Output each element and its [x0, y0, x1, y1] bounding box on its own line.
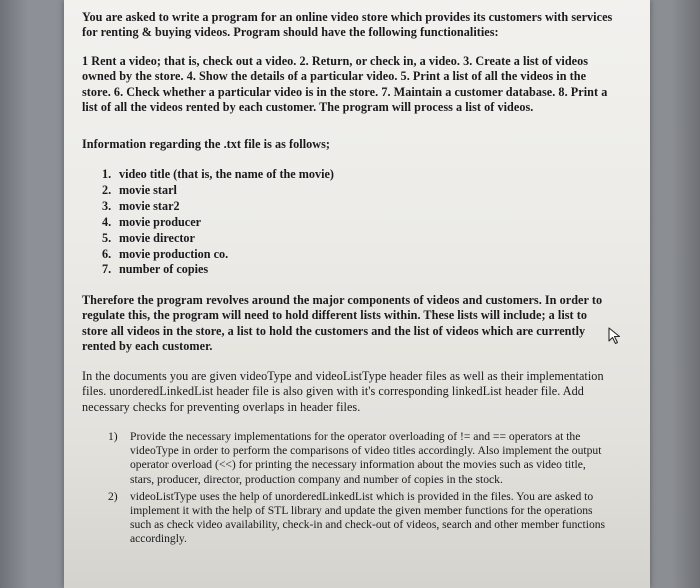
- task-list: [108, 430, 608, 550]
- list-item: 4. movie producer: [102, 214, 202, 229]
- therefore-paragraph: Therefore the program revolves around the major components of videos and customers. In order to regulate this, the program will need to hold different lists within. These lists will include; a list to store all videos in the store, a list to hold the customers and the list of videos which are currently rented by each customer.: [82, 293, 603, 354]
- list-item: 1. video title (that is, the name of the movie): [102, 167, 334, 181]
- list-item: 6. movie production co.: [102, 246, 229, 261]
- file-fields-list: [102, 167, 402, 278]
- intro-paragraph: You are asked to write a program for an online video store which provides its customers with services for renting & buying videos. Program should have the following functionalities:: [82, 10, 613, 40]
- list-item: 5. movie director: [102, 230, 195, 245]
- task-item: 2) videoListType uses the help of unorderedLinkedList which is provided in the files. You are asked to implement it with the help of STL library and update the given member functions for the operations such as check video availability, check-in and check-out of videos, search and other member functions accordingly.: [108, 489, 606, 546]
- list-item: 7. number of copies: [102, 262, 209, 277]
- document-page: [64, 0, 650, 588]
- mouse-pointer-icon: [608, 327, 624, 345]
- info-heading: Information regarding the .txt file is as follows;: [82, 137, 331, 151]
- list-item: 3. movie star2: [102, 198, 180, 213]
- list-item: 2. movie starl: [102, 182, 177, 197]
- functionalities-paragraph: 1 Rent a video; that is, check out a video. 2. Return, or check in, a video. 3. Create a list of videos owned by the store. 4. Show the details of a particular video. 5. Print a list of all the videos in the store. 6. Check whether a particular video is in the store. 7. Maintain a customer database. 8. Print a list of all the videos rented by each customer. The program will process a list of videos.: [82, 54, 608, 115]
- task-item: 1) Provide the necessary implementations for the operator overloading of != and == operators at the videoType in order to perform the comparisons of video titles accordingly. Also implement the output operator overload (<<) for printing the necessary information about the movies such as video title, stars, producer, director, production company and number of copies in the stock.: [108, 430, 602, 486]
- documents-paragraph: In the documents you are given videoType and videoListType header files as well as their implementation files. unorderedLinkedList header file is also given with it's corresponding linkedList header file. Add necessary checks for preventing overlaps in header files.: [82, 369, 604, 414]
